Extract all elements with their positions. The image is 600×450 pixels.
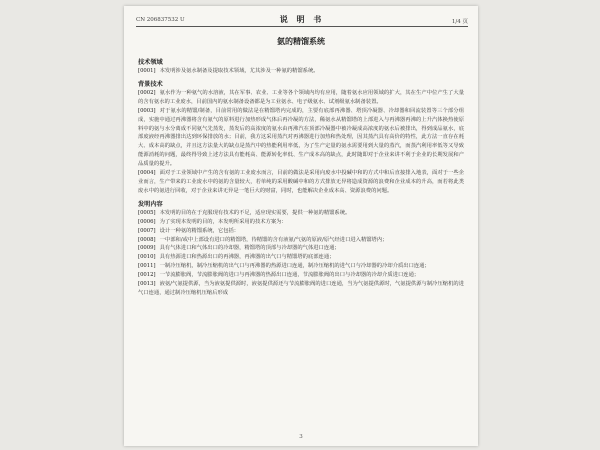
paragraph-0013: [0013] 液氨/气氨提供源，当为液氨提供源时，液氨提供源还与节流膨胀阀的进口连通，当为气氨提供源时，气氨提供源与制冷压缩机的进气口连通，通过制冷压缩机压缩后形成 bbox=[138, 281, 464, 296]
paragraph-0006: [0006] 为了实现本发明的目的，本发明所采用的技术方案为： bbox=[138, 218, 287, 225]
document-body bbox=[138, 54, 464, 298]
paragraph-0003: [0003] 对于氨水的精馏/制备，目前常用的做法是在精馏塔内完成的，主要有底部再沸器、塔顶冷凝器、冷却器和回流装置等三个部分组成，实施中通过再沸器将含有氨气的原料进行加热形成气体后再冷凝的方法，稀氨水从精馏塔的上部进入与再沸器再沸的上升汽体换热使原料中的氨与水分离成不同氨气先蒸发，蒸发后的高浓度的氨水由再沸汽在顶部冷凝器中被冷凝成高浓度的氨水后被排出，得到成品氨水，底部废液经再沸器排出达到环保排放的水；目前，我方这采用蒸汽对再沸器进行加热和热处理，因其蒸汽具有高价的特性，此方法一直存在耗大、成本高的缺点，并且这方法量大的缺点是蒸汽中的热能利用率低，为了生产定量的氨水需要用到大量的蒸汽，而蒸汽利用率低等又导致能源消耗的问题，最终得导致上述方法具有能耗高、能源转化率低、生产成本高的缺点，此时随即对于企业来讲不利于企业的长期发展和产品质量的提升。 bbox=[138, 107, 464, 168]
invention-title: 氨的精馏系统 bbox=[277, 36, 325, 46]
paragraph-0010: [0010] 具有热源进口和热源出口的再沸器，再沸器的出气口与精馏塔的底部连通； bbox=[138, 254, 335, 261]
section-heading-background: 背景技术 bbox=[138, 80, 163, 88]
paragraph-0009: [0009] 具有气体进口和气体出口的冷却器，精馏塔的顶部与冷却器的气体进口连通； bbox=[138, 245, 340, 252]
section-heading-tech-field: 技术领域 bbox=[138, 59, 163, 66]
page-count: 1/4 页 bbox=[451, 19, 468, 25]
paragraph-0008: [0008] 一中部和/或中上部设有进口的精馏塔，待精馏的含有液氨/气氨的原液/原气经进口进入精馏塔内； bbox=[138, 236, 388, 243]
page-header bbox=[136, 14, 468, 27]
publication-number: CN 206837532 U bbox=[136, 17, 185, 23]
paragraph-0004: [0004] 面对于工业领域中产生的含有氨的工业废水而言，目前的做法是采用向废水中投碱中和的方式中和后直接排入地表，面对于一些企业而言，生产带来的工业废水中的氨的含量较大，若单纯的采用酸碱中和的方式排放无异将造成资源的浪费和企业成本的升高，而若将此类废水中的氨进行回收，对于企业来讲无异是一笔巨大的财富，同时，也能解决企业成本高、资源浪费的问题。 bbox=[138, 170, 464, 194]
paragraph-0002: [0002] 氨水作为一种氨气的水溶液，其在军事、农业、工业等各个领域内均有应用，随着氨水应用领域的扩大，其在生产中位产生了大量的含有氨水的工业废水，目前国内的氨水制备设备都是为工业氨水、电子级氨水、试剂级氨水制备装置。 bbox=[138, 89, 464, 105]
document-type-title: 说 明 书 bbox=[279, 14, 325, 24]
document-page bbox=[124, 6, 478, 446]
paragraph-0005: [0005] 本发明的目的在于克服现有技术的不足，适应现实需要，提供一种氨的精馏系统。 bbox=[138, 209, 351, 216]
paragraph-0001: [0001] 本发明涉及氨水制备及提取技术领域，尤其涉及一种氨的精馏系统。 bbox=[138, 68, 319, 74]
paragraph-0007: [0007] 设计一种氨的精馏系统，它包括： bbox=[138, 227, 240, 234]
section-heading-content: 发明内容 bbox=[138, 200, 163, 208]
page-number: 3 bbox=[299, 434, 303, 440]
paragraph-0011: [0011] 一制冷压缩机，制冷压缩机的出气口与再沸器的热源进口连通，制冷压缩机的进气口与冷却器的冷却介质出口连通； bbox=[138, 263, 430, 270]
paragraph-0012: [0012] 一节流膨胀阀，节流膨胀阀的进口与再沸器的热源出口连通，节流膨胀阀的出口与冷却器的冷却介质进口连通； bbox=[138, 272, 420, 279]
